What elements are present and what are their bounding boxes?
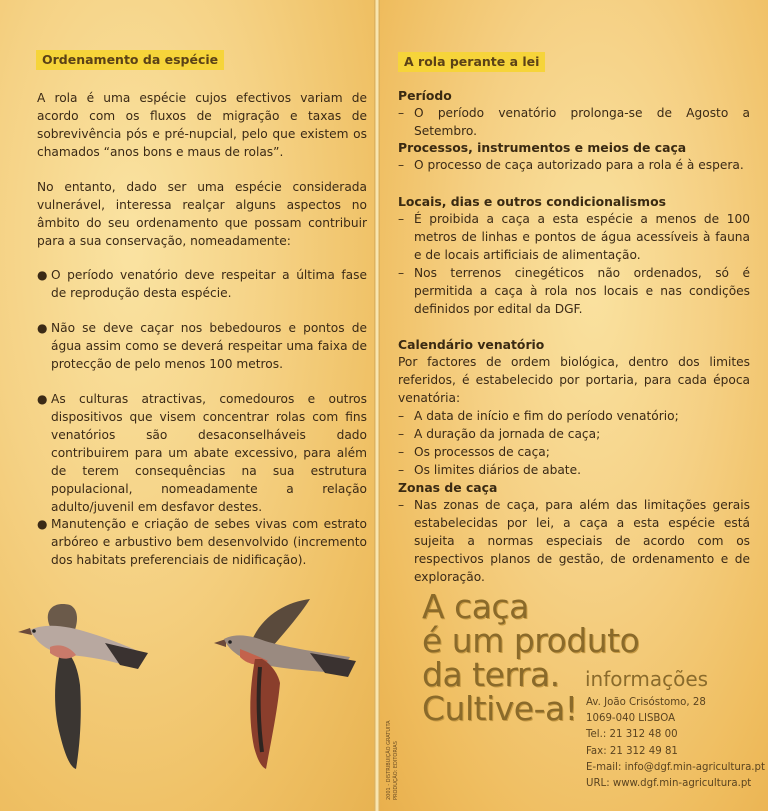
- bullet-text: Manutenção e criação de sebes vivas com estrato arbóreo e arbustivo bem desenvolvido (incremento dos habitats preferenciais de nidificação).: [51, 517, 367, 567]
- fax-line: Fax: 21 312 49 81: [586, 745, 678, 757]
- right-section-title: A rola perante a lei: [398, 52, 545, 72]
- calendario-section: [398, 336, 750, 479]
- processos-heading: Processos, instrumentos e meios de caça: [398, 140, 687, 155]
- left-intro-paragraph-1: A rola é uma espécie cujos efectivos variam de acordo com os fluxos de migração e taxas de sobrevivência pós e pré-nupcial, pelo que existem os chamados “anos bons e maus de rolas”.: [37, 91, 367, 159]
- locais-heading: Locais, dias e outros condicionalismos: [398, 194, 666, 209]
- list-item: – O processo de caça autorizado para a rola é à espera.: [398, 156, 750, 174]
- zonas-heading: Zonas de caça: [398, 480, 498, 495]
- email-link[interactable]: E-mail: info@dgf.min-agricultura.pt: [586, 761, 766, 773]
- bullet-dot-icon: ●: [37, 321, 48, 335]
- list-item: – É proibida a caça a esta espécie a menos de 100 metros de linhas e pontos de água acessíveis à fauna e de locais artificiais de alimentação.: [398, 212, 750, 262]
- locais-item: Nos terrenos cinegéticos não ordenados, só é permitida a caça à rola nos locais e nas condições definidos por edital da DGF.: [414, 266, 750, 316]
- locais-section: [398, 193, 750, 318]
- periodo-item: O período venatório prolonga-se de Agosto a Setembro.: [414, 106, 750, 138]
- periodo-heading: Período: [398, 88, 452, 103]
- processos-section: [398, 139, 750, 174]
- bullet-item: [37, 266, 367, 302]
- slogan-line: Cultive-a!: [422, 689, 578, 728]
- calendario-heading: Calendário venatório: [398, 337, 545, 352]
- calendario-item: A data de início e fim do período venatório;: [414, 409, 679, 423]
- list-item: – Os limites diários de abate.: [398, 461, 750, 479]
- bullet-text: As culturas atractivas, comedouros e outros dispositivos que visem concentrar rolas com fins venatórios são desaconselháveis dado contribuirem para um abate excessivo, para além de terem consequências na sua estrutura populacional, nomeadamente a relação adulto/juvenil em desfavor destes.: [51, 392, 367, 514]
- left-intro-paragraph-2: No entanto, dado ser uma espécie considerada vulnerável, interessa realçar alguns aspectos no âmbito do seu ordenamento que possam contribuir para a sua conservação, nomeadamente:: [37, 180, 367, 248]
- calendario-item: A duração da jornada de caça;: [414, 427, 601, 441]
- address-line: Av. João Crisóstomo, 28: [586, 697, 706, 708]
- slogan-line: da terra.: [422, 655, 560, 694]
- bullet-dot-icon: ●: [37, 392, 48, 406]
- periodo-section: [398, 87, 750, 140]
- calendario-item: Os limites diários de abate.: [414, 463, 581, 477]
- list-item: – Nos terrenos cinegéticos não ordenados, só é permitida a caça à rola nos locais e nas condições definidos por edital da DGF.: [398, 266, 750, 316]
- bullet-item: [37, 319, 367, 373]
- bullet-dot-icon: ●: [37, 517, 48, 531]
- turtle-dove-left-illustration: [10, 595, 150, 770]
- list-item: – O período venatório prolonga-se de Agosto a Setembro.: [398, 106, 750, 138]
- contact-info: [586, 695, 765, 792]
- list-item: – A duração da jornada de caça;: [398, 425, 750, 443]
- bullet-item: [37, 515, 367, 569]
- bullet-item: [37, 390, 367, 516]
- print-credit-note: 2001 - DISTRIBUIÇÃO GRATUITA PRODUÇÃO: EDITORIAS: [386, 720, 399, 800]
- zonas-item: Nas zonas de caça, para além das limitações gerais estabelecidas por lei, a caça a esta espécie está sujeita a normas especiais de acordo com os respectivos planos de gestão, de ordenamento e de exploração.: [414, 498, 750, 584]
- phone-line: Tel.: 21 312 48 00: [586, 729, 678, 741]
- calendario-item: Os processos de caça;: [414, 445, 550, 459]
- processos-item: O processo de caça autorizado para a rola é à espera.: [414, 158, 744, 172]
- locais-item: É proibida a caça a esta espécie a menos de 100 metros de linhas e pontos de água acessíveis à fauna e de locais artificiais de alimentação.: [414, 212, 750, 262]
- zonas-section: [398, 479, 750, 586]
- list-item: – A data de início e fim do período venatório;: [398, 407, 750, 425]
- list-item: – Os processos de caça;: [398, 443, 750, 461]
- bullet-dot-icon: ●: [37, 268, 48, 282]
- bullet-text: O período venatório deve respeitar a última fase de reprodução desta espécie.: [51, 268, 367, 300]
- slogan-line: A caça: [422, 587, 529, 626]
- bullet-text: Não se deve caçar nos bebedouros e pontos de água assim como se deverá respeitar uma faixa de protecção de pelo menos 100 metros.: [51, 321, 367, 371]
- slogan-line: é um produto: [422, 621, 640, 660]
- info-title: informações: [585, 667, 709, 691]
- website-link[interactable]: URL: www.dgf.min-agricultura.pt: [586, 778, 752, 790]
- left-section-title: Ordenamento da espécie: [36, 50, 224, 70]
- address-line: 1069-040 LISBOA: [586, 713, 676, 725]
- turtle-dove-right-illustration: [210, 597, 358, 769]
- list-item: – Nas zonas de caça, para além das limitações gerais estabelecidas por lei, a caça a esta espécie está sujeita a normas especiais de acordo com os respectivos planos de gestão, de ordenamento e de exploração.: [398, 498, 750, 584]
- calendario-intro: Por factores de ordem biológica, dentro dos limites referidos, é estabelecido por portaria, para cada época venatória:: [398, 355, 750, 405]
